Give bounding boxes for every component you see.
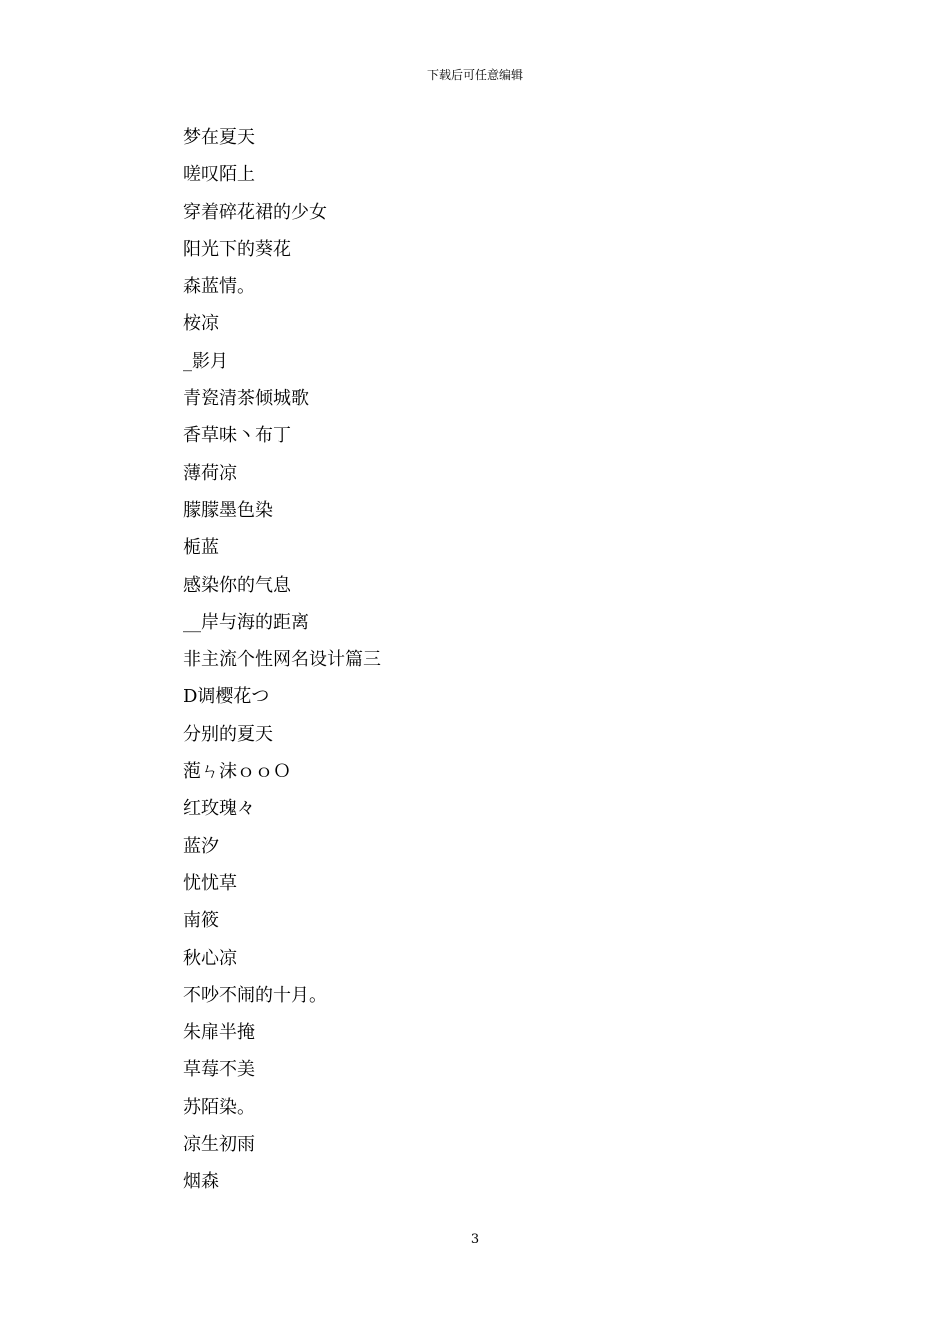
text-line: 萢ㄣ沫ｏｏＯ xyxy=(183,761,291,783)
text-line: 苏陌染。 xyxy=(183,1096,255,1118)
text-line: 桉凉 xyxy=(183,313,219,335)
text-line: 森蓝情。 xyxy=(183,276,255,298)
text-line: D调樱花つ xyxy=(183,686,270,708)
text-line: 阳光下的葵花 xyxy=(183,238,291,260)
document-body xyxy=(183,124,783,1206)
text-line: _影月 xyxy=(183,350,228,372)
text-line: 蓝汐 xyxy=(183,835,219,857)
section-heading: 非主流个性网名设计篇三 xyxy=(183,649,381,671)
text-line: 香草味丶布丁 xyxy=(183,425,291,447)
text-line: 忧忧草 xyxy=(183,872,237,894)
text-line: 分别的夏天 xyxy=(183,723,273,745)
text-line: 朱扉半掩 xyxy=(183,1022,255,1044)
text-line: 南筱 xyxy=(183,910,219,932)
text-line: 秋心凉 xyxy=(183,947,237,969)
text-line: 感染你的气息 xyxy=(183,574,291,596)
text-line: 梦在夏天 xyxy=(183,127,255,148)
text-line: 红玫瑰々 xyxy=(183,798,255,820)
page-number: 3 xyxy=(470,1232,480,1247)
text-line: __岸与海的距离 xyxy=(183,611,309,633)
text-line: 朦朦墨色染 xyxy=(183,499,273,521)
text-line: 栀蓝 xyxy=(183,537,219,559)
text-line: 穿着碎花裙的少女 xyxy=(183,201,327,223)
page-header: 下载后可任意编辑 xyxy=(426,68,523,82)
text-line: 烟森 xyxy=(183,1171,219,1193)
text-line: 草莓不美 xyxy=(183,1059,255,1081)
text-line: 凉生初雨 xyxy=(183,1134,255,1156)
text-line: 青瓷清茶倾城歌 xyxy=(183,388,309,410)
text-line: 薄荷凉 xyxy=(183,462,237,484)
text-line: 嗟叹陌上 xyxy=(183,164,255,186)
text-line: 不吵不闹的十月。 xyxy=(183,984,327,1006)
